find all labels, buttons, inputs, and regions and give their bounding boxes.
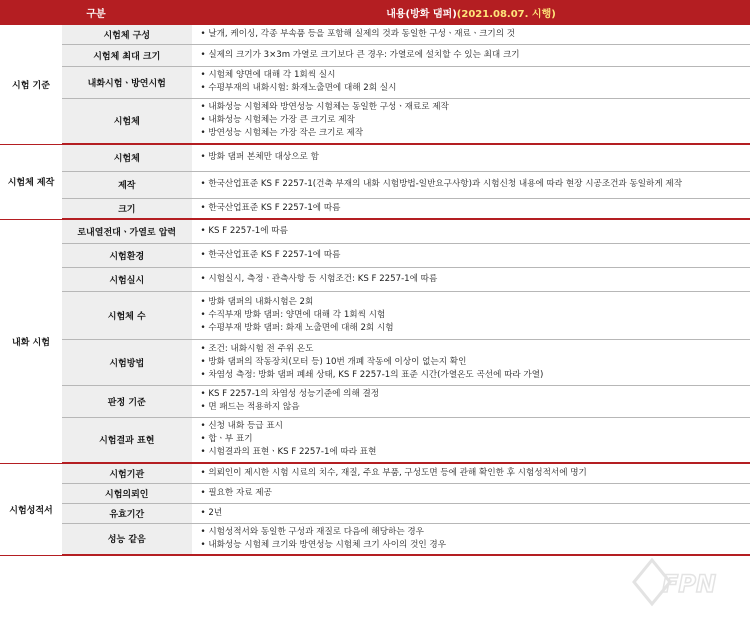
bullet-list <box>201 526 750 552</box>
item-label: 시험체 <box>62 98 192 144</box>
item-content <box>192 523 750 555</box>
bullet-line: • 내화성능 시험체 크기와 방연성능 시험체 크기 사이의 것인 경우 <box>201 539 750 552</box>
bullet-list <box>201 296 750 335</box>
item-content <box>192 291 750 339</box>
item-content <box>192 66 750 98</box>
bullet-list <box>201 420 750 459</box>
item-label: 시험환경 <box>62 243 192 267</box>
header-content-date: (2021.08.07. 시행) <box>456 9 556 20</box>
watermark-text: FPN <box>662 570 717 598</box>
bullet-line: • 면 패드는 적용하지 않음 <box>201 401 750 414</box>
bullet-line: • 내화성능 시험체와 방연성능 시험체는 동일한 구성ㆍ재료로 제작 <box>201 101 750 114</box>
table-row <box>0 66 750 98</box>
category-cell: 시험 기준 <box>0 25 62 144</box>
item-label: 제작 <box>62 171 192 198</box>
bullet-line: • KS F 2257-1의 차염성 성능기준에 의해 결정 <box>201 388 750 401</box>
bullet-list <box>201 178 750 191</box>
item-content <box>192 44 750 66</box>
table-row <box>0 291 750 339</box>
bullet-line: • 한국산업표준 KS F 2257-1(건축 부재의 내화 시험방법-일반요구사항)과 시험신청 내용에 따라 현장 시공조건과 동일하게 제작 <box>201 178 750 191</box>
item-label: 내화시험ㆍ방연시험 <box>62 66 192 98</box>
bullet-list <box>201 69 750 95</box>
bullet-line: • 조건: 내화시험 전 주위 온도 <box>201 343 750 356</box>
bullet-list <box>201 202 750 215</box>
table-row <box>0 463 750 483</box>
bullet-list <box>201 273 750 286</box>
table-row <box>0 417 750 463</box>
category-cell: 내화 시험 <box>0 219 62 463</box>
item-label: 시험의뢰인 <box>62 483 192 503</box>
bullet-list <box>201 28 750 41</box>
bullet-line: • 수평부재 방화 댐퍼: 화재 노출면에 대해 2회 시험 <box>201 322 750 335</box>
bullet-list <box>201 101 750 140</box>
item-content <box>192 98 750 144</box>
table-row <box>0 98 750 144</box>
item-content <box>192 483 750 503</box>
item-label: 유효기간 <box>62 503 192 523</box>
bullet-list <box>201 343 750 382</box>
bullet-line: • 2년 <box>201 507 750 520</box>
bullet-line: • 합ㆍ부 표기 <box>201 433 750 446</box>
bullet-line: • 방연성능 시험체는 가장 작은 크기로 제작 <box>201 127 750 140</box>
bullet-list <box>201 151 750 164</box>
item-content <box>192 267 750 291</box>
table-row <box>0 267 750 291</box>
bullet-line: • 시험실시, 측정ㆍ관측사항 등 시험조건: KS F 2257-1에 따름 <box>201 273 750 286</box>
item-label: 시험체 구성 <box>62 25 192 44</box>
item-content <box>192 385 750 417</box>
table-row <box>0 144 750 171</box>
item-label: 시험기관 <box>62 463 192 483</box>
bullet-line: • 한국산업표준 KS F 2257-1에 따름 <box>201 202 750 215</box>
bullet-line: • 시험성적서와 동일한 구성과 재질로 다음에 해당하는 경우 <box>201 526 750 539</box>
bullet-line: • 날개, 케이싱, 각종 부속품 등을 포함해 실제의 것과 동일한 구성ㆍ재료ㆍ크기의 것 <box>201 28 750 41</box>
item-label: 판정 기준 <box>62 385 192 417</box>
table-row <box>0 219 750 243</box>
bullet-list <box>201 225 750 238</box>
table-header-row <box>0 0 750 25</box>
item-content <box>192 171 750 198</box>
table-row <box>0 339 750 385</box>
header-content <box>192 0 750 25</box>
category-cell: 시험성적서 <box>0 463 62 555</box>
item-label: 크기 <box>62 198 192 219</box>
bullet-line: • 시험결과의 표현ㆍKS F 2257-1에 따라 표현 <box>201 446 750 459</box>
header-category: 구분 <box>0 0 192 25</box>
item-content <box>192 25 750 44</box>
table-row <box>0 243 750 267</box>
fpn-watermark-logo <box>622 554 732 610</box>
item-label: 로내열전대ㆍ가열로 압력 <box>62 219 192 243</box>
bullet-line: • 한국산업표준 KS F 2257-1에 따름 <box>201 249 750 262</box>
bullet-line: • 수평부재의 내화시험: 화재노출면에 대해 2회 실시 <box>201 82 750 95</box>
item-label: 시험방법 <box>62 339 192 385</box>
bullet-list <box>201 467 750 480</box>
table-row <box>0 44 750 66</box>
bullet-list <box>201 507 750 520</box>
bullet-line: • KS F 2257-1에 따름 <box>201 225 750 238</box>
bullet-list <box>201 49 750 62</box>
item-content <box>192 463 750 483</box>
bullet-line: • 방화 댐퍼 본체만 대상으로 함 <box>201 151 750 164</box>
table-row <box>0 385 750 417</box>
bullet-line: • 시험체 양면에 대해 각 1회씩 실시 <box>201 69 750 82</box>
item-content <box>192 417 750 463</box>
item-label: 시험실시 <box>62 267 192 291</box>
item-content <box>192 219 750 243</box>
bullet-line: • 의뢰인이 제시한 시험 시료의 치수, 재질, 주요 부품, 구성도면 등에 관해 확인한 후 시험성적서에 명기 <box>201 467 750 480</box>
table-row <box>0 25 750 44</box>
bullet-line: • 실제의 크기가 3×3m 가열로 크기보다 큰 경우: 가열로에 설치할 수 있는 최대 크기 <box>201 49 750 62</box>
table-body <box>0 25 750 555</box>
bullet-line: • 차염성 측정: 방화 댐퍼 폐쇄 상태, KS F 2257-1의 표준 시간(가열온도 곡선에 따라 가열) <box>201 369 750 382</box>
bullet-line: • 수직부재 방화 댐퍼: 양면에 대해 각 1회씩 시험 <box>201 309 750 322</box>
table-row <box>0 171 750 198</box>
table-row <box>0 483 750 503</box>
bullet-line: • 방화 댐퍼의 내화시험은 2회 <box>201 296 750 309</box>
bullet-line: • 신청 내화 등급 표시 <box>201 420 750 433</box>
item-label: 성능 같음 <box>62 523 192 555</box>
bullet-line: • 내화성능 시험체는 가장 큰 크기로 제작 <box>201 114 750 127</box>
category-cell: 시험체 제작 <box>0 144 62 219</box>
bullet-list <box>201 487 750 500</box>
table-row <box>0 503 750 523</box>
bullet-list <box>201 249 750 262</box>
header-content-main: 내용(방화 댐퍼) <box>386 9 457 20</box>
item-content <box>192 198 750 219</box>
item-label: 시험체 수 <box>62 291 192 339</box>
bullet-line: • 필요한 자료 제공 <box>201 487 750 500</box>
bullet-line: • 방화 댐퍼의 작동장치(모터 등) 10번 개폐 작동에 이상이 없는지 확인 <box>201 356 750 369</box>
table-row <box>0 198 750 219</box>
item-content <box>192 144 750 171</box>
item-label: 시험체 최대 크기 <box>62 44 192 66</box>
item-content <box>192 503 750 523</box>
item-content <box>192 243 750 267</box>
item-label: 시험결과 표현 <box>62 417 192 463</box>
item-label: 시험체 <box>62 144 192 171</box>
item-content <box>192 339 750 385</box>
bullet-list <box>201 388 750 414</box>
table-row <box>0 523 750 555</box>
